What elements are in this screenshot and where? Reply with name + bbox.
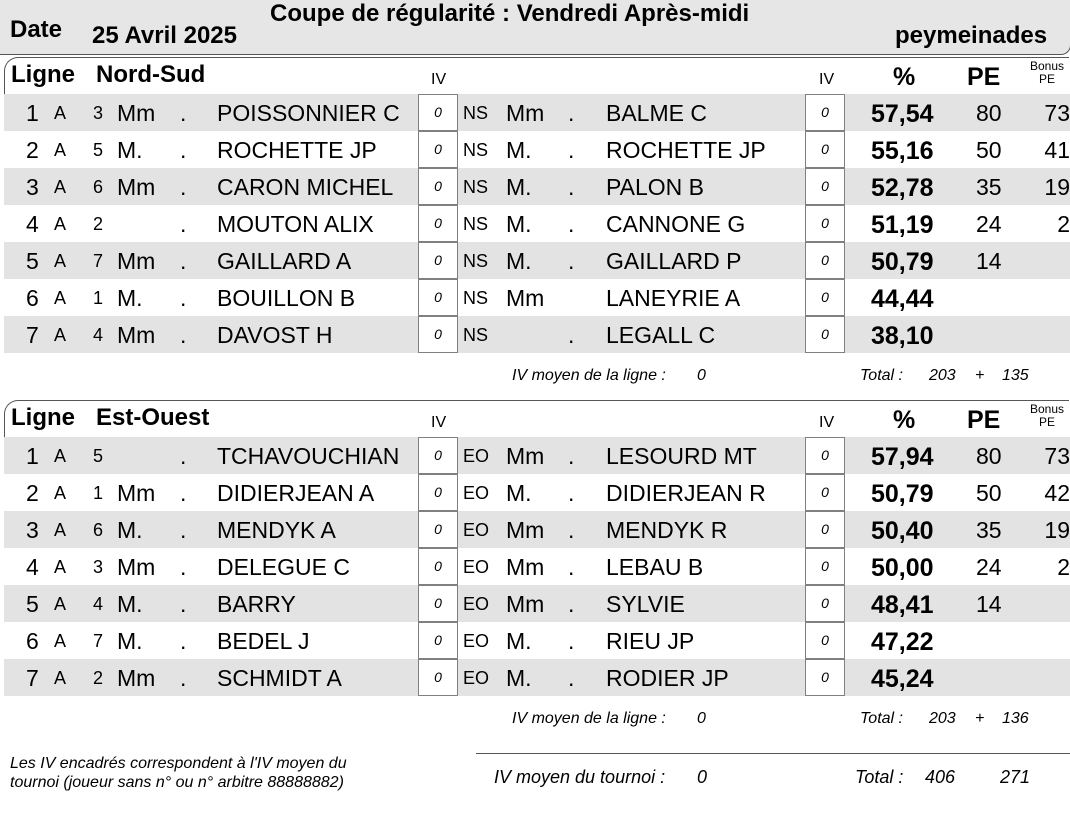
player1-dot: .: [180, 322, 187, 348]
pair-number: 7: [93, 251, 104, 271]
tournament-total-label: Total :: [855, 767, 904, 787]
pair-number: 4: [93, 594, 104, 614]
pe-score: 24: [976, 554, 1002, 580]
player2-iv-box: 0: [805, 585, 845, 622]
iv-column-header: IV: [431, 414, 447, 431]
player1-iv-box: 0: [418, 94, 458, 131]
iv-column-header: IV: [431, 71, 447, 88]
player1-dot: .: [180, 248, 187, 274]
player2-civility: M.: [506, 137, 532, 163]
pe-score: 35: [976, 517, 1002, 543]
player2-name: MENDYK R: [606, 517, 728, 543]
bonus-label: Bonus: [1029, 402, 1065, 416]
pe-score: 14: [976, 248, 1002, 274]
pair-number: 6: [93, 177, 104, 197]
player2-civility: Mm: [506, 285, 545, 311]
pair-number: 5: [93, 140, 104, 160]
line-iv-label: IV moyen de la ligne :: [512, 710, 666, 727]
rank: 7: [26, 665, 39, 691]
group: A: [54, 325, 67, 345]
player1-iv-box: 0: [418, 242, 458, 279]
player2-name: RIEU JP: [606, 628, 695, 654]
player1-civility: Mm: [117, 322, 156, 348]
table-row: [4, 659, 1070, 696]
line-iv-value: 0: [697, 710, 706, 727]
player1-iv-box: 0: [418, 585, 458, 622]
player1-name: ROCHETTE JP: [217, 137, 377, 163]
pair-number: 2: [93, 214, 104, 234]
player1-civility: M.: [117, 137, 143, 163]
bonus-label: Bonus: [1029, 59, 1065, 73]
pair-number: 2: [93, 668, 104, 688]
player2-dot: .: [568, 480, 575, 506]
player1-iv-box: 0: [418, 474, 458, 511]
player2-name: PALON B: [606, 174, 704, 200]
table-row: [4, 242, 1070, 279]
tournament-iv-label: IV moyen du tournoi :: [494, 767, 666, 787]
player1-civility: M.: [117, 591, 143, 617]
direction: EO: [463, 483, 490, 503]
pe-score: 80: [976, 100, 1002, 126]
iv-note-line1: Les IV encadrés correspondent à l'IV moyen du: [10, 755, 347, 772]
line-iv-label: IV moyen de la ligne :: [512, 367, 666, 384]
player2-dot: .: [568, 211, 575, 237]
player2-iv-box: 0: [805, 242, 845, 279]
pe-score: 50: [976, 480, 1002, 506]
player1-name: MENDYK A: [217, 517, 336, 543]
player2-civility: M.: [506, 248, 532, 274]
player1-dot: .: [180, 100, 187, 126]
pe-score: 35: [976, 174, 1002, 200]
rank: 5: [26, 248, 39, 274]
player2-dot: .: [568, 628, 575, 654]
player1-civility: Mm: [117, 248, 156, 274]
player2-dot: .: [568, 137, 575, 163]
group: A: [54, 446, 67, 466]
line-total-label: Total :: [860, 710, 903, 727]
player2-dot: .: [568, 174, 575, 200]
bonus-pe-label: PE: [1038, 72, 1055, 86]
direction: NS: [463, 214, 489, 234]
player2-civility: Mm: [506, 591, 545, 617]
page-header: [0, 0, 1070, 55]
direction: NS: [463, 288, 489, 308]
player2-civility: Mm: [506, 554, 545, 580]
group: A: [54, 251, 67, 271]
percentage: 57,54: [871, 100, 934, 128]
player2-dot: .: [568, 665, 575, 691]
player1-civility: Mm: [117, 665, 156, 691]
player1-iv-box: 0: [418, 205, 458, 242]
player2-iv-box: 0: [805, 316, 845, 353]
group: A: [54, 214, 67, 234]
player2-name: BALME C: [606, 100, 707, 126]
pair-number: 6: [93, 520, 104, 540]
section-name: Nord-Sud: [96, 61, 206, 88]
tournament-iv-value: 0: [697, 767, 708, 787]
player2-iv-box: 0: [805, 622, 845, 659]
group: A: [54, 140, 67, 160]
player2-name: CANNONE G: [606, 211, 746, 237]
pe-score: 80: [976, 443, 1002, 469]
group: A: [54, 177, 67, 197]
section-ligne-label: Ligne: [11, 404, 75, 431]
table-row: [4, 548, 1070, 585]
group: A: [54, 288, 67, 308]
section-ligne-label: Ligne: [11, 61, 75, 88]
rank: 3: [26, 174, 39, 200]
rank: 6: [26, 285, 39, 311]
group: A: [54, 483, 67, 503]
section-header: [4, 400, 1069, 437]
rank: 5: [26, 591, 39, 617]
player1-iv-box: 0: [418, 168, 458, 205]
bonus-pe-column-header: [1025, 60, 1069, 86]
player2-iv-box: 0: [805, 205, 845, 242]
player1-civility: M.: [117, 517, 143, 543]
line-total-bonus: 136: [1002, 710, 1029, 727]
player2-iv-box: 0: [805, 279, 845, 316]
table-row: [4, 437, 1070, 474]
pe-score: 24: [976, 211, 1002, 237]
player2-iv-box: 0: [805, 168, 845, 205]
table-row: [4, 511, 1070, 548]
table-row: [4, 279, 1070, 316]
bonus-pe: 19: [1044, 517, 1070, 543]
player1-iv-box: 0: [418, 316, 458, 353]
direction: NS: [463, 325, 489, 345]
percentage: 51,19: [871, 211, 934, 239]
player1-iv-box: 0: [418, 659, 458, 696]
player2-dot: .: [568, 517, 575, 543]
pe-column-header: PE: [967, 63, 1001, 91]
pair-number: 4: [93, 325, 104, 345]
player2-iv-box: 0: [805, 474, 845, 511]
player2-name: RODIER JP: [606, 665, 729, 691]
bonus-pe-label: PE: [1038, 415, 1055, 429]
direction: NS: [463, 103, 489, 123]
player1-civility: M.: [117, 628, 143, 654]
player1-dot: .: [180, 137, 187, 163]
percentage: 38,10: [871, 322, 934, 350]
direction: NS: [463, 251, 489, 271]
pair-number: 3: [93, 103, 104, 123]
player1-name: DELEGUE C: [217, 554, 350, 580]
player2-dot: .: [568, 591, 575, 617]
table-row: [4, 131, 1070, 168]
pe-score: 14: [976, 591, 1002, 617]
player1-name: MOUTON ALIX: [217, 211, 374, 237]
player1-iv-box: 0: [418, 279, 458, 316]
player2-dot: .: [568, 443, 575, 469]
pct-column-header: %: [893, 63, 916, 91]
group: A: [54, 520, 67, 540]
player1-civility: Mm: [117, 100, 156, 126]
table-row: [4, 316, 1070, 353]
tournament-total-pe: 406: [925, 767, 956, 787]
table-row: [4, 585, 1070, 622]
player2-dot: .: [568, 100, 575, 126]
player1-civility: Mm: [117, 554, 156, 580]
rank: 1: [26, 443, 39, 469]
percentage: 45,24: [871, 665, 934, 693]
rank: 6: [26, 628, 39, 654]
direction: EO: [463, 520, 490, 540]
player1-name: DIDIERJEAN A: [217, 480, 375, 506]
bonus-pe: 2: [1057, 211, 1070, 237]
player1-dot: .: [180, 591, 187, 617]
iv-note-line2: tournoi (joueur sans n° ou n° arbitre 88888882): [10, 774, 344, 791]
group: A: [54, 103, 67, 123]
table-row: [4, 94, 1070, 131]
section-header: [4, 57, 1069, 94]
group: A: [54, 557, 67, 577]
pair-number: 3: [93, 557, 104, 577]
player1-name: BOUILLON B: [217, 285, 356, 311]
player1-dot: .: [180, 554, 187, 580]
rank: 3: [26, 517, 39, 543]
bonus-pe: 19: [1044, 174, 1070, 200]
direction: EO: [463, 668, 490, 688]
player1-name: TCHAVOUCHIAN: [217, 443, 400, 469]
percentage: 55,16: [871, 137, 934, 165]
player1-name: BARRY: [217, 591, 296, 617]
player1-civility: Mm: [117, 480, 156, 506]
percentage: 50,40: [871, 517, 934, 545]
rank: 2: [26, 137, 39, 163]
table-row: [4, 622, 1070, 659]
bonus-pe: 73: [1044, 100, 1070, 126]
percentage: 50,00: [871, 554, 934, 582]
player2-civility: Mm: [506, 517, 545, 543]
pair-number: 1: [93, 288, 104, 308]
player1-civility: Mm: [117, 174, 156, 200]
player1-civility: M.: [117, 285, 143, 311]
iv-column-header: IV: [819, 414, 835, 431]
percentage: 48,41: [871, 591, 934, 619]
rank: 2: [26, 480, 39, 506]
player2-dot: .: [568, 554, 575, 580]
line-iv-value: 0: [697, 367, 706, 384]
player1-dot: .: [180, 211, 187, 237]
date-label: Date: [10, 16, 63, 43]
group: A: [54, 668, 67, 688]
player1-name: BEDEL J: [217, 628, 310, 654]
pe-score: 50: [976, 137, 1002, 163]
player2-civility: M.: [506, 211, 532, 237]
percentage: 52,78: [871, 174, 934, 202]
player2-name: LEBAU B: [606, 554, 704, 580]
club-name: peymeinades: [895, 22, 1048, 49]
player2-civility: M.: [506, 174, 532, 200]
line-total-pe: 203: [929, 367, 956, 384]
group: A: [54, 631, 67, 651]
bonus-pe: 41: [1044, 137, 1070, 163]
line-total-pe: 203: [929, 710, 956, 727]
table-row: [4, 205, 1070, 242]
direction: EO: [463, 594, 490, 614]
player1-name: GAILLARD A: [217, 248, 352, 274]
bonus-pe: 42: [1044, 480, 1070, 506]
player1-dot: .: [180, 517, 187, 543]
player1-name: DAVOST H: [217, 322, 333, 348]
player1-name: POISSONNIER C: [217, 100, 400, 126]
player1-iv-box: 0: [418, 622, 458, 659]
table-row: [4, 168, 1070, 205]
player2-name: GAILLARD P: [606, 248, 742, 274]
pair-number: 7: [93, 631, 104, 651]
bonus-pe: 73: [1044, 443, 1070, 469]
direction: NS: [463, 177, 489, 197]
rank: 7: [26, 322, 39, 348]
player1-iv-box: 0: [418, 548, 458, 585]
pair-number: 5: [93, 446, 104, 466]
direction: NS: [463, 140, 489, 160]
line-total-plus: +: [975, 710, 985, 727]
player1-name: CARON MICHEL: [217, 174, 394, 200]
player2-iv-box: 0: [805, 511, 845, 548]
player2-name: LESOURD MT: [606, 443, 757, 469]
player1-iv-box: 0: [418, 511, 458, 548]
player1-iv-box: 0: [418, 131, 458, 168]
player1-dot: .: [180, 174, 187, 200]
player1-name: SCHMIDT A: [217, 665, 342, 691]
pct-column-header: %: [893, 406, 916, 434]
rank: 4: [26, 554, 39, 580]
line-total-bonus: 135: [1002, 367, 1029, 384]
player2-iv-box: 0: [805, 548, 845, 585]
footer-divider: [476, 753, 1070, 754]
player1-dot: .: [180, 628, 187, 654]
percentage: 50,79: [871, 248, 934, 276]
bonus-pe: 2: [1057, 554, 1070, 580]
player2-name: DIDIERJEAN R: [606, 480, 766, 506]
player2-civility: M.: [506, 628, 532, 654]
player2-iv-box: 0: [805, 437, 845, 474]
player2-name: LANEYRIE A: [606, 285, 741, 311]
line-total-label: Total :: [860, 367, 903, 384]
player2-iv-box: 0: [805, 659, 845, 696]
player2-iv-box: 0: [805, 94, 845, 131]
direction: EO: [463, 631, 490, 651]
player2-name: ROCHETTE JP: [606, 137, 766, 163]
iv-note: [10, 754, 347, 792]
player1-iv-box: 0: [418, 437, 458, 474]
player2-iv-box: 0: [805, 131, 845, 168]
player2-dot: .: [568, 322, 575, 348]
player1-dot: .: [180, 480, 187, 506]
player2-name: LEGALL C: [606, 322, 716, 348]
percentage: 50,79: [871, 480, 934, 508]
line-total-plus: +: [975, 367, 985, 384]
percentage: 47,22: [871, 628, 934, 656]
group: A: [54, 594, 67, 614]
player2-name: SYLVIE: [606, 591, 685, 617]
pe-column-header: PE: [967, 406, 1001, 434]
player2-civility: M.: [506, 480, 532, 506]
rank: 4: [26, 211, 39, 237]
date-value: 25 Avril 2025: [92, 22, 237, 49]
player1-dot: .: [180, 285, 187, 311]
rank: 1: [26, 100, 39, 126]
direction: EO: [463, 557, 490, 577]
page-title: Coupe de régularité : Vendredi Après-midi: [270, 0, 750, 27]
percentage: 57,94: [871, 443, 934, 471]
tournament-total-bonus: 271: [1000, 767, 1031, 787]
table-row: [4, 474, 1070, 511]
player1-dot: .: [180, 443, 187, 469]
player2-civility: M.: [506, 665, 532, 691]
section-name: Est-Ouest: [96, 404, 210, 431]
player2-dot: .: [568, 248, 575, 274]
player1-dot: .: [180, 665, 187, 691]
direction: EO: [463, 446, 490, 466]
percentage: 44,44: [871, 285, 934, 313]
player2-civility: Mm: [506, 100, 545, 126]
bonus-pe-column-header: [1025, 403, 1069, 429]
player2-civility: Mm: [506, 443, 545, 469]
iv-column-header: IV: [819, 71, 835, 88]
pair-number: 1: [93, 483, 104, 503]
